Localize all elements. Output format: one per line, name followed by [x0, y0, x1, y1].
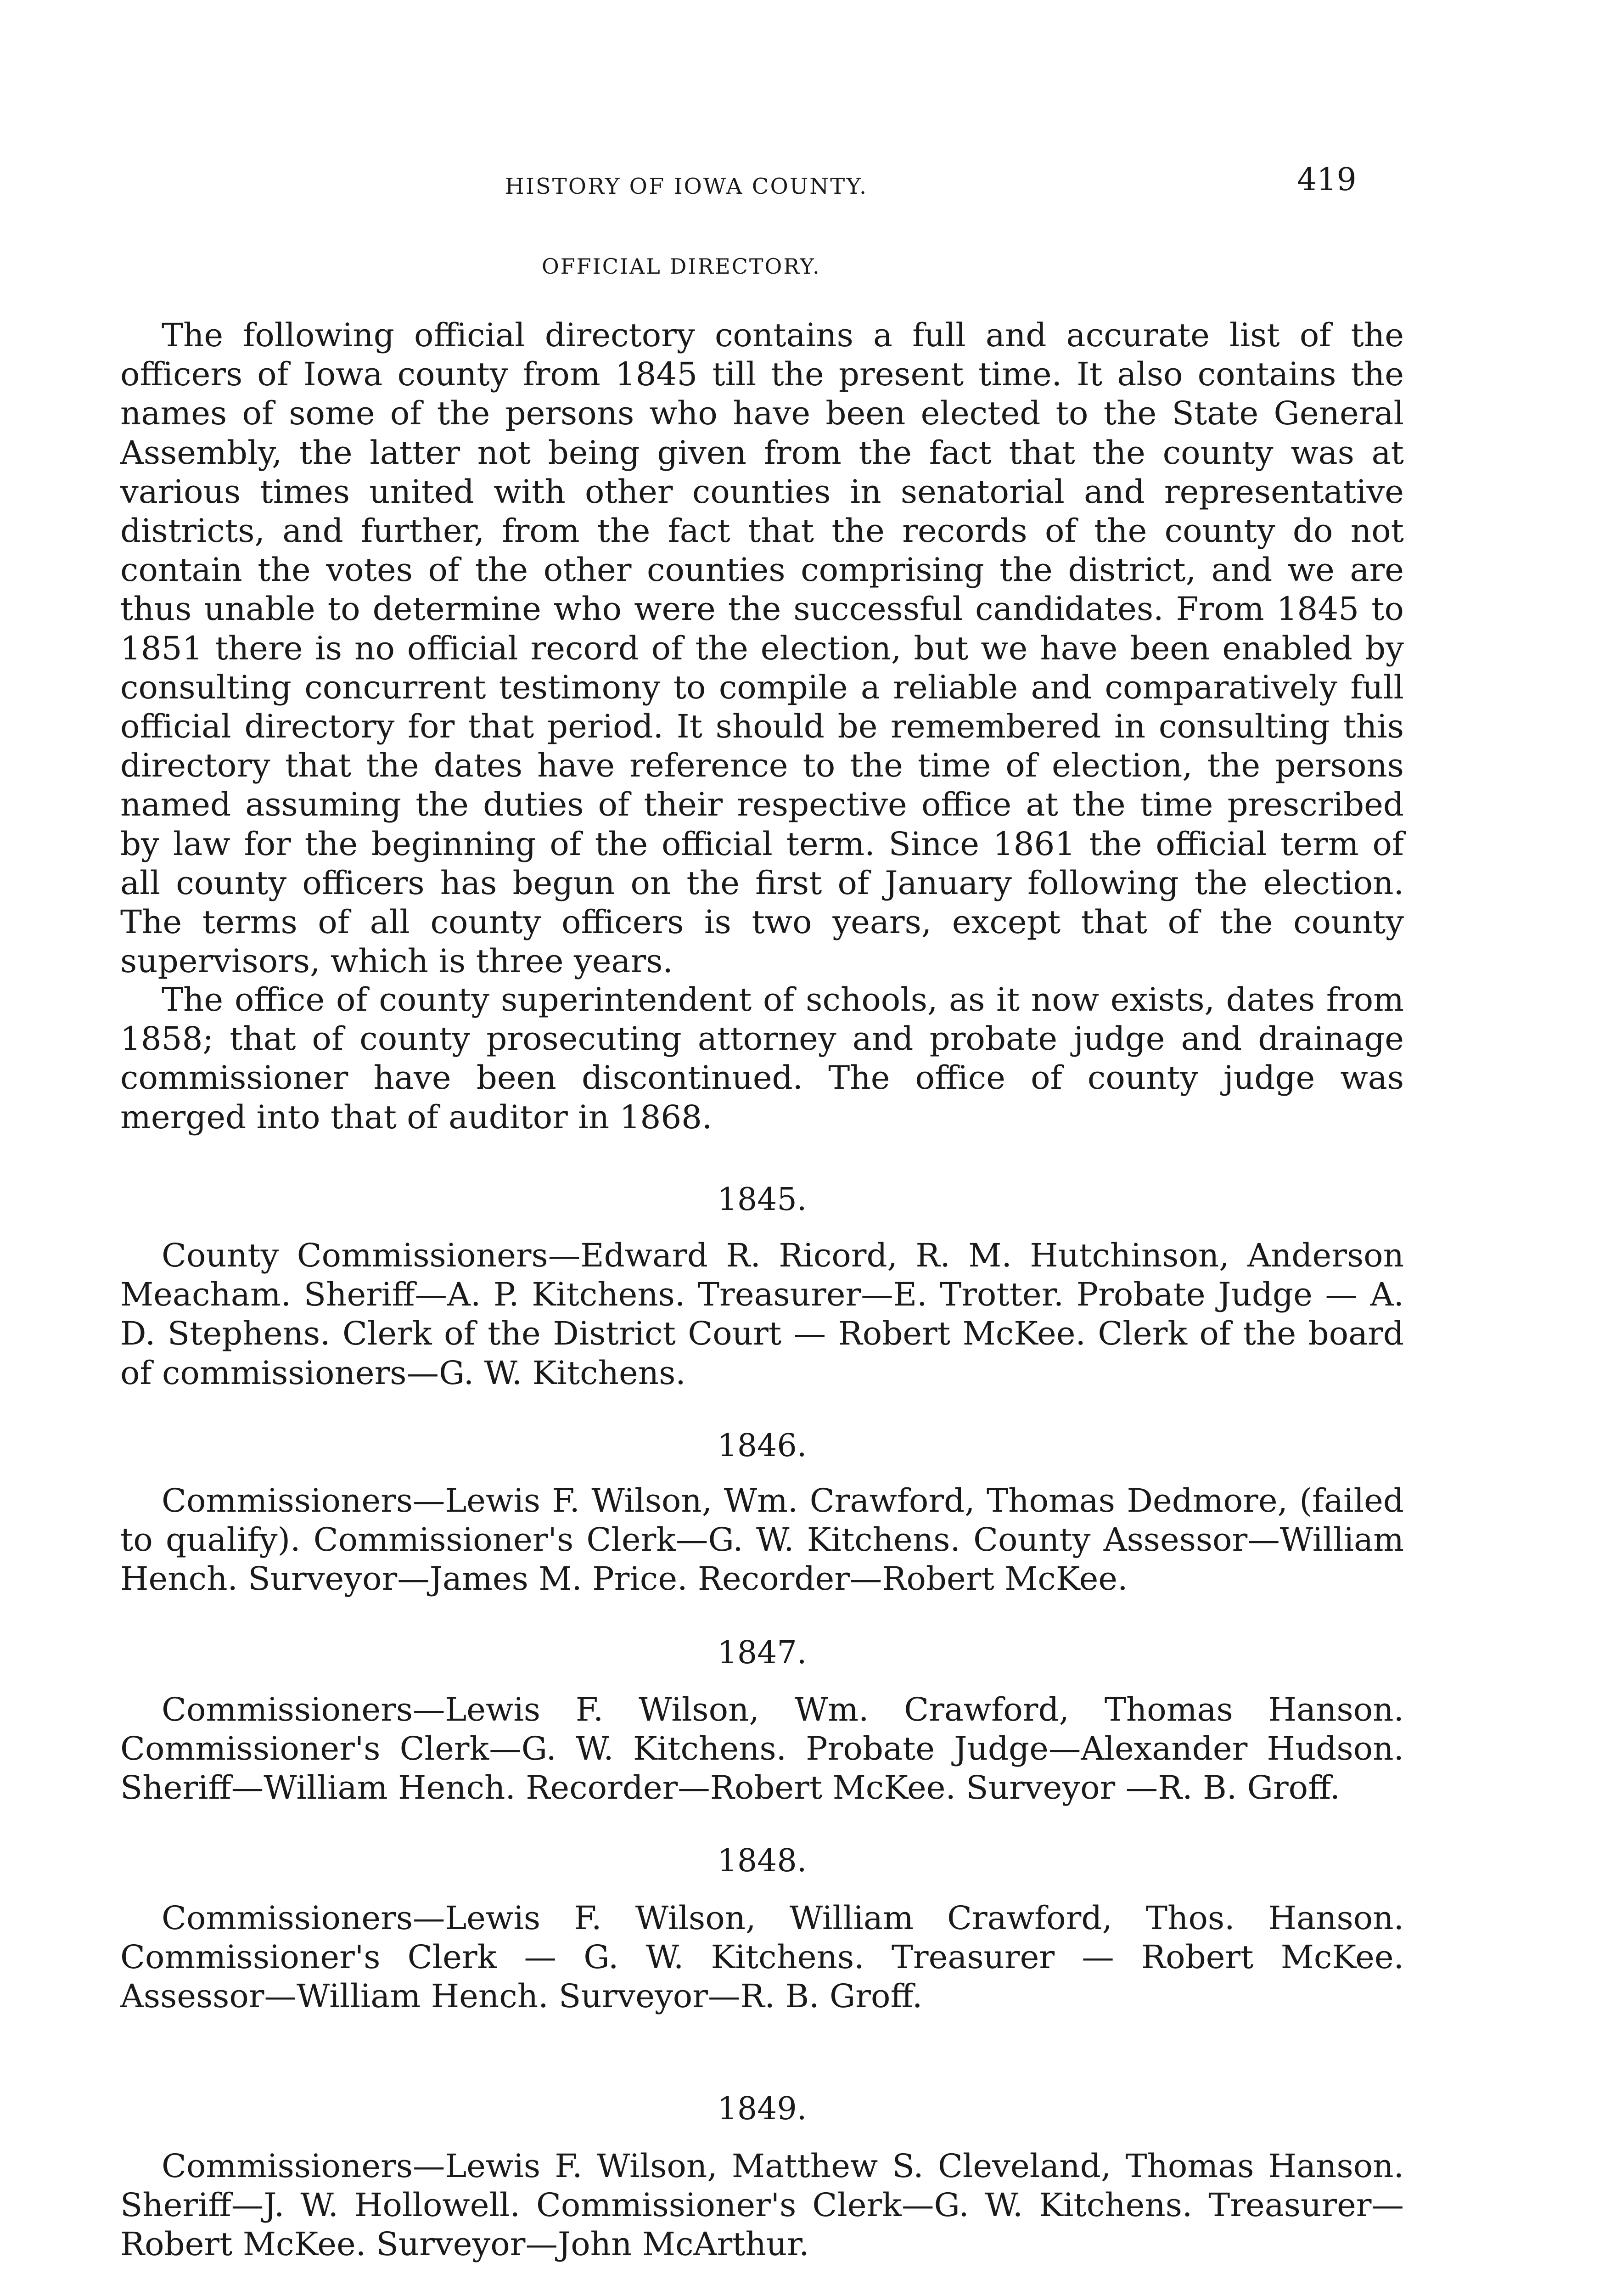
year-heading-1845: 1845.: [717, 1182, 807, 1218]
year-entry-1847: Commissioners—Lewis F. Wilson, Wm. Crawford, Thomas Hanson. Commissioner's Clerk—G. W. Kitchens. Probate Judge—Alexander Hudson. Sheriff—William Hench. Recorder—Robert McKee. Surveyor —R. B. Groff.: [120, 1691, 1404, 1807]
year-entry-1848: Commissioners—Lewis F. Wilson, William Crawford, Thos. Hanson. Commissioner's Clerk — G. W. Kitchens. Treasurer — Robert McKee. Assessor—William Hench. Surveyor—R. B. Groff.: [120, 1899, 1404, 2015]
year-entry-1845: County Commissioners—Edward R. Ricord, R. M. Hutchinson, Anderson Meacham. Sheriff—A. P. Kitchens. Treasurer—E. Trotter. Probate Judge — A. D. Stephens. Clerk of the District Court — Robert McKee. Clerk of the board of commissioners—G. W. Kitchens.: [120, 1237, 1404, 1392]
running-head-title: HISTORY OF IOWA COUNTY.: [505, 174, 868, 199]
intro-paragraph-1: The following official directory contains a full and accurate list of the officers of Iowa county from 1845 till the present time. It also contains the names of some of the persons who have been elected to the State General Assembly, the latter not being given from the fact that the county was at various times united with other counties in senatorial and representative districts, and further, from the fact that the records of the county do not contain the votes of the other counties comprising the district, and we are thus unable to determine who were the successful candidates. From 1845 to 1851 there is no official record of the election, but we have been enabled by consulting concurrent testimony to compile a reliable and comparatively full official directory for that period. It should be remembered in consulting this directory that the dates have reference to the time of election, the persons named assuming the duties of their respective office at the time prescribed by law for the beginning of the official term. Since 1861 the official term of all county officers has begun on the first of January following the election. The terms of all county officers is two years, except that of the county supervisors, which is three years.: [120, 316, 1404, 980]
year-entry-1846: Commissioners—Lewis F. Wilson, Wm. Crawford, Thomas Dedmore, (failed to qualify). Commissioner's Clerk—G. W. Kitchens. County Assessor—William Hench. Surveyor—James M. Price. Recorder—Robert McKee.: [120, 1482, 1404, 1598]
section-title: OFFICIAL DIRECTORY.: [542, 254, 821, 279]
page-number: 419: [1297, 162, 1357, 198]
year-heading-1848: 1848.: [717, 1843, 807, 1879]
year-entry-1849: Commissioners—Lewis F. Wilson, Matthew S. Cleveland, Thomas Hanson. Sheriff—J. W. Hollowell. Commissioner's Clerk—G. W. Kitchens. Treasurer—Robert McKee. Surveyor—John McArthur.: [120, 2147, 1404, 2263]
year-heading-1847: 1847.: [717, 1635, 807, 1671]
year-heading-1846: 1846.: [717, 1428, 807, 1464]
intro-paragraph-2: The office of county superintendent of schools, as it now exists, dates from 1858; that of county prosecuting attorney and probate judge and drainage commissioner have been discontinued. The office of county judge was merged into that of auditor in 1868.: [120, 981, 1404, 1136]
year-heading-1849: 1849.: [717, 2091, 807, 2127]
